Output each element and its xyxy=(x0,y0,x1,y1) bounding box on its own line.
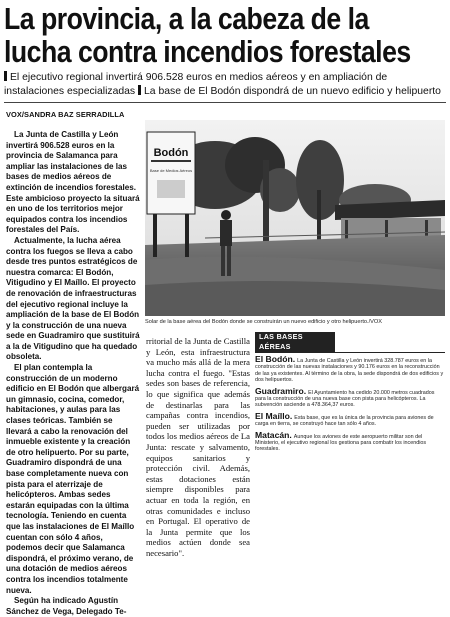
sidebar-box xyxy=(255,352,445,453)
article-paragraph: rritorial de la Junta de Castilla y León, esta infraestructura va mucho más allá de la mera lucha contra el fuego. "Estas sedes son bases de referencia, lo que significa que además de destinarlas para las campañas contra incendios, pueden ser utilizadas por todos los medios aéreos de La Junta: rescate y salvamento, equipos sanitarios y protección civil. Además, estas dotaciones están siempre disponibles para actuar en toda la región, en otras comunidades e incluso en Portugal. El operativo de la Junta permite que los medios actúen donde sea necesario". xyxy=(146,336,250,558)
sidebar-entry xyxy=(255,356,445,384)
sidebar-entry xyxy=(255,429,445,453)
article-column-1 xyxy=(6,130,140,617)
entry-text: El Ayuntamiento ha cedido 20.000 metros cuadrados para la construcción de una nueva base con pista para helicópteros. La subvención asciende a 478.364,37 euros. xyxy=(255,389,435,409)
sidebar-title: LAS BASES AÉREAS xyxy=(255,332,335,352)
article-paragraph: Según ha indicado Agustín Sánchez de Vega, Delegado Te- xyxy=(6,596,127,616)
subhead-bullet-icon xyxy=(138,85,141,95)
subheadline xyxy=(4,71,446,99)
subhead-part-1: El ejecutivo regional invertirá 906.528 euros en medios aéreos y en ampliación de instalaciones especializadas xyxy=(4,72,388,97)
entry-text: La Junta de Castilla y León invertirá 328.787 euros en la construcción de las nuevas instalaciones y 90.176 euros en la reconstrucción de las ya existentes. Al término de la obra, la sede dispondrá de dos edificios y dos helipuertos. xyxy=(255,358,444,384)
photo-caption: Solar de la base aérea del Bodón donde se construirán un nuevo edificio y otro helipuerto./VOX xyxy=(145,319,382,325)
article-paragraph: El plan contempla la construcción de un moderno edificio en El Bodón que albergará un gimnasio, cocina, comedor, habitaciones, y aulas para las clases teóricas. También se llevará a cabo la renovación del inmueble existente y la creación de otro helipuerto. Por su parte, Guadramiro dispondrá de una base completamente nueva con pista para el aterrizaje de helicópteros. Ambas sedes estarán equipadas con la última tecnología. Teniendo en cuenta que las instalaciones de El Maíllo cuentan con sólo 4 años, podemos decir que Salamanca dispondrá, el próximo verano, de una dotación de medios aéreos contra los incendios totalmente nueva. xyxy=(6,363,140,595)
sidebar-entry xyxy=(255,410,445,428)
base-site-photo xyxy=(145,120,445,316)
bases-sidebar xyxy=(255,332,445,457)
article-paragraph: Actualmente, la lucha aérea contra los fuegos se lleva a cabo desde tres puntos estratégicos de nuestra comarca: El Bodón, Vitigudino y El Maíllo. El proyecto de renovación de infraestructuras del ejecutivo regional incluye la ampliación de la base de El Bodón y la construcción de una nueva sede en Guadramiro que sustituirá a la de Vitigudino que ha quedado obsoleta. xyxy=(6,235,140,362)
entry-text: Esta base, que es la única de la provincia para aviones de carga en tierra, se construyó hace tan sólo 4 años. xyxy=(255,414,434,428)
entry-text: Aunque los aviones de este aeropuerto militar son del Ministerio, el ejecutivo regional los gestiona para combatir los incendios forestales. xyxy=(255,433,427,453)
subhead-bullet-icon xyxy=(4,71,7,81)
article-photo xyxy=(145,120,445,316)
subhead-part-2: La base de El Bodón dispondrá de un nuevo edificio y helipuerto xyxy=(144,86,441,97)
entry-name: El Bodón. xyxy=(255,354,296,364)
entry-name: Guadramiro. xyxy=(255,385,307,396)
headline-line-1: La provincia, a la cabeza de la xyxy=(4,1,369,36)
article-column-2 xyxy=(146,336,250,558)
headline xyxy=(4,1,411,69)
byline: VOX/SANDRA BAZ SERRADILLA xyxy=(6,110,125,119)
sign-name: Bodón xyxy=(153,147,189,159)
sign-subtitle: Base de Medios Aéreos xyxy=(149,168,193,173)
divider xyxy=(4,102,446,103)
sidebar-entry xyxy=(255,385,445,409)
entry-name: Matacán. xyxy=(255,429,292,440)
article-paragraph: La Junta de Castilla y León invertirá 906.528 euros en la provincia de Salamanca para ampliar las instalaciones de las bases de medios aéreos de extinción de incendios forestales. Este ambicioso proyecto la situará en uno de los territorios mejor equipados contra los incendios forestales del País. xyxy=(6,130,140,235)
headline-line-2: lucha contra incendios forestales xyxy=(4,34,411,69)
entry-name: El Maíllo. xyxy=(255,410,293,421)
